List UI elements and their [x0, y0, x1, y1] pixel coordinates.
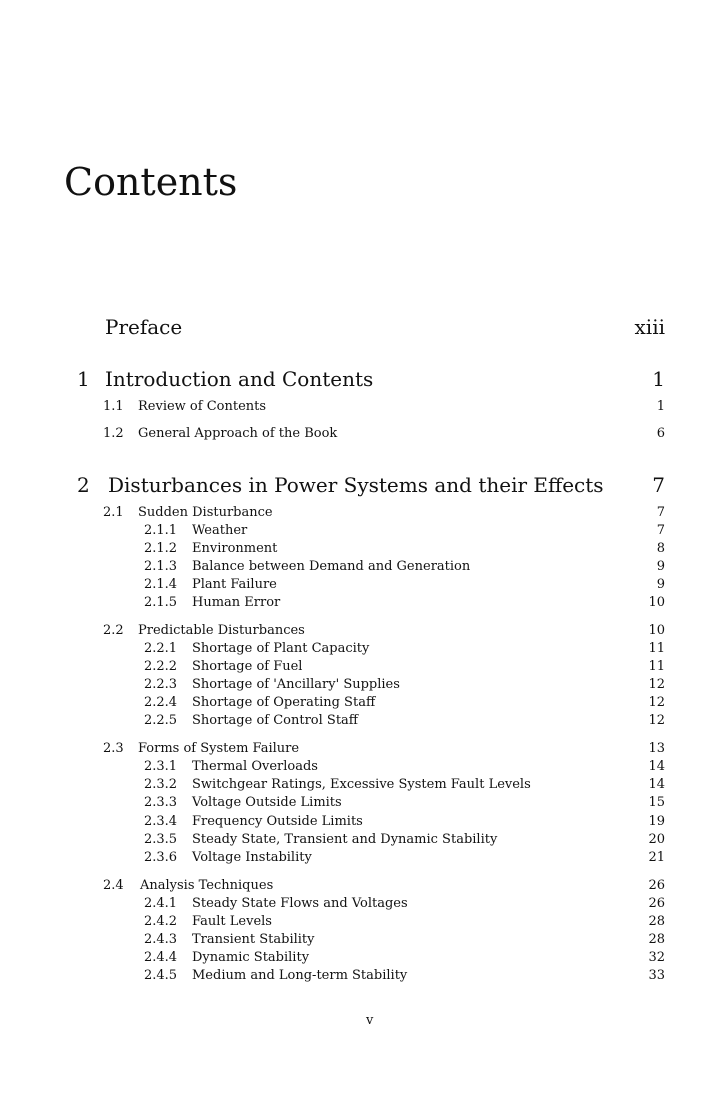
subsection-title: Steady State, Transient and Dynamic Stability: [192, 832, 498, 847]
subsection-title: Balance between Demand and Generation: [192, 559, 471, 574]
subsection-title: Switchgear Ratings, Excessive System Fault Levels: [192, 777, 531, 792]
subsection-title: Weather: [192, 523, 248, 538]
subsection-page: 14: [648, 777, 665, 792]
subsection-page: 28: [648, 914, 665, 929]
subsection-number: 2.4.3: [144, 932, 178, 947]
section-title: General Approach of the Book: [138, 426, 338, 441]
subsection-number: 2.3.6: [144, 850, 178, 865]
subsection-title: Fault Levels: [192, 914, 272, 929]
subsection-number: 2.3.5: [144, 832, 178, 847]
subsection-page: 14: [648, 759, 665, 774]
section-number: 2.1: [103, 505, 124, 520]
subsection-page: 9: [656, 577, 665, 592]
section-page: 26: [648, 878, 665, 893]
subsection-title: Shortage of Operating Staff: [192, 695, 376, 710]
subsection-title: Transient Stability: [192, 932, 315, 947]
subsection-title: Shortage of Plant Capacity: [192, 641, 370, 656]
section-number: 2.4: [103, 878, 124, 893]
section-number: 2.2: [103, 623, 124, 638]
subsection-number: 2.3.4: [144, 814, 178, 829]
section-page: 13: [648, 741, 665, 756]
subsection-title: Voltage Outside Limits: [192, 795, 342, 810]
page-number-footer: v: [366, 1013, 374, 1028]
subsection-title: Frequency Outside Limits: [192, 814, 363, 829]
preface-page: xiii: [634, 315, 665, 339]
subsection-title: Medium and Long-term Stability: [192, 968, 408, 983]
subsection-number: 2.4.5: [144, 968, 178, 983]
subsection-number: 2.2.4: [144, 695, 178, 710]
section-page: 1: [656, 399, 665, 414]
subsection-title: Plant Failure: [192, 577, 277, 592]
subsection-title: Shortage of 'Ancillary' Supplies: [192, 677, 400, 692]
subsection-number: 2.4.4: [144, 950, 178, 965]
subsection-page: 32: [648, 950, 665, 965]
chapter-number: 2: [77, 473, 90, 497]
section-page: 10: [648, 623, 665, 638]
subsection-number: 2.1.5: [144, 595, 178, 610]
subsection-page: 12: [648, 695, 665, 710]
section-title: Forms of System Failure: [138, 741, 300, 756]
subsection-page: 26: [648, 896, 665, 911]
section-title: Predictable Disturbances: [138, 623, 305, 638]
subsection-page: 7: [656, 523, 665, 538]
subsection-page: 28: [648, 932, 665, 947]
subsection-title: Dynamic Stability: [192, 950, 310, 965]
subsection-number: 2.1.3: [144, 559, 178, 574]
subsection-number: 2.3.1: [144, 759, 178, 774]
subsection-number: 2.2.3: [144, 677, 178, 692]
subsection-title: Human Error: [192, 595, 281, 610]
subsection-title: Thermal Overloads: [192, 759, 318, 774]
section-number: 2.3: [103, 741, 124, 756]
subsection-number: 2.4.1: [144, 896, 178, 911]
section-number: 1.1: [103, 399, 124, 414]
subsection-title: Environment: [192, 541, 278, 556]
subsection-title: Voltage Instability: [192, 850, 312, 865]
subsection-page: 10: [648, 595, 665, 610]
subsection-title: Shortage of Fuel: [192, 659, 303, 674]
chapter-page: 1: [652, 367, 665, 391]
subsection-page: 12: [648, 713, 665, 728]
subsection-page: 9: [656, 559, 665, 574]
subsection-number: 2.2.2: [144, 659, 178, 674]
subsection-number: 2.2.1: [144, 641, 178, 656]
preface-title: Preface: [105, 315, 183, 339]
subsection-number: 2.1.2: [144, 541, 178, 556]
subsection-page: 20: [648, 832, 665, 847]
subsection-page: 33: [648, 968, 665, 983]
chapter-title: Disturbances in Power Systems and their Effects: [108, 473, 604, 497]
page-title: Contents: [64, 160, 238, 204]
subsection-number: 2.3.3: [144, 795, 178, 810]
section-title: Review of Contents: [138, 399, 267, 414]
subsection-number: 2.2.5: [144, 713, 178, 728]
subsection-page: 12: [648, 677, 665, 692]
chapter-page: 7: [652, 473, 665, 497]
section-title: Sudden Disturbance: [138, 505, 273, 520]
chapter-number: 1: [77, 367, 90, 391]
subsection-page: 11: [648, 641, 665, 656]
subsection-number: 2.4.2: [144, 914, 178, 929]
subsection-page: 21: [648, 850, 665, 865]
subsection-title: Shortage of Control Staff: [192, 713, 359, 728]
section-number: 1.2: [103, 426, 124, 441]
subsection-page: 19: [648, 814, 665, 829]
subsection-page: 8: [656, 541, 665, 556]
subsection-page: 15: [648, 795, 665, 810]
subsection-page: 11: [648, 659, 665, 674]
subsection-number: 2.3.2: [144, 777, 178, 792]
subsection-title: Steady State Flows and Voltages: [192, 896, 408, 911]
subsection-number: 2.1.4: [144, 577, 178, 592]
section-page: 6: [656, 426, 665, 441]
section-title: Analysis Techniques: [140, 878, 274, 893]
section-page: 7: [656, 505, 665, 520]
subsection-number: 2.1.1: [144, 523, 178, 538]
chapter-title: Introduction and Contents: [105, 367, 374, 391]
